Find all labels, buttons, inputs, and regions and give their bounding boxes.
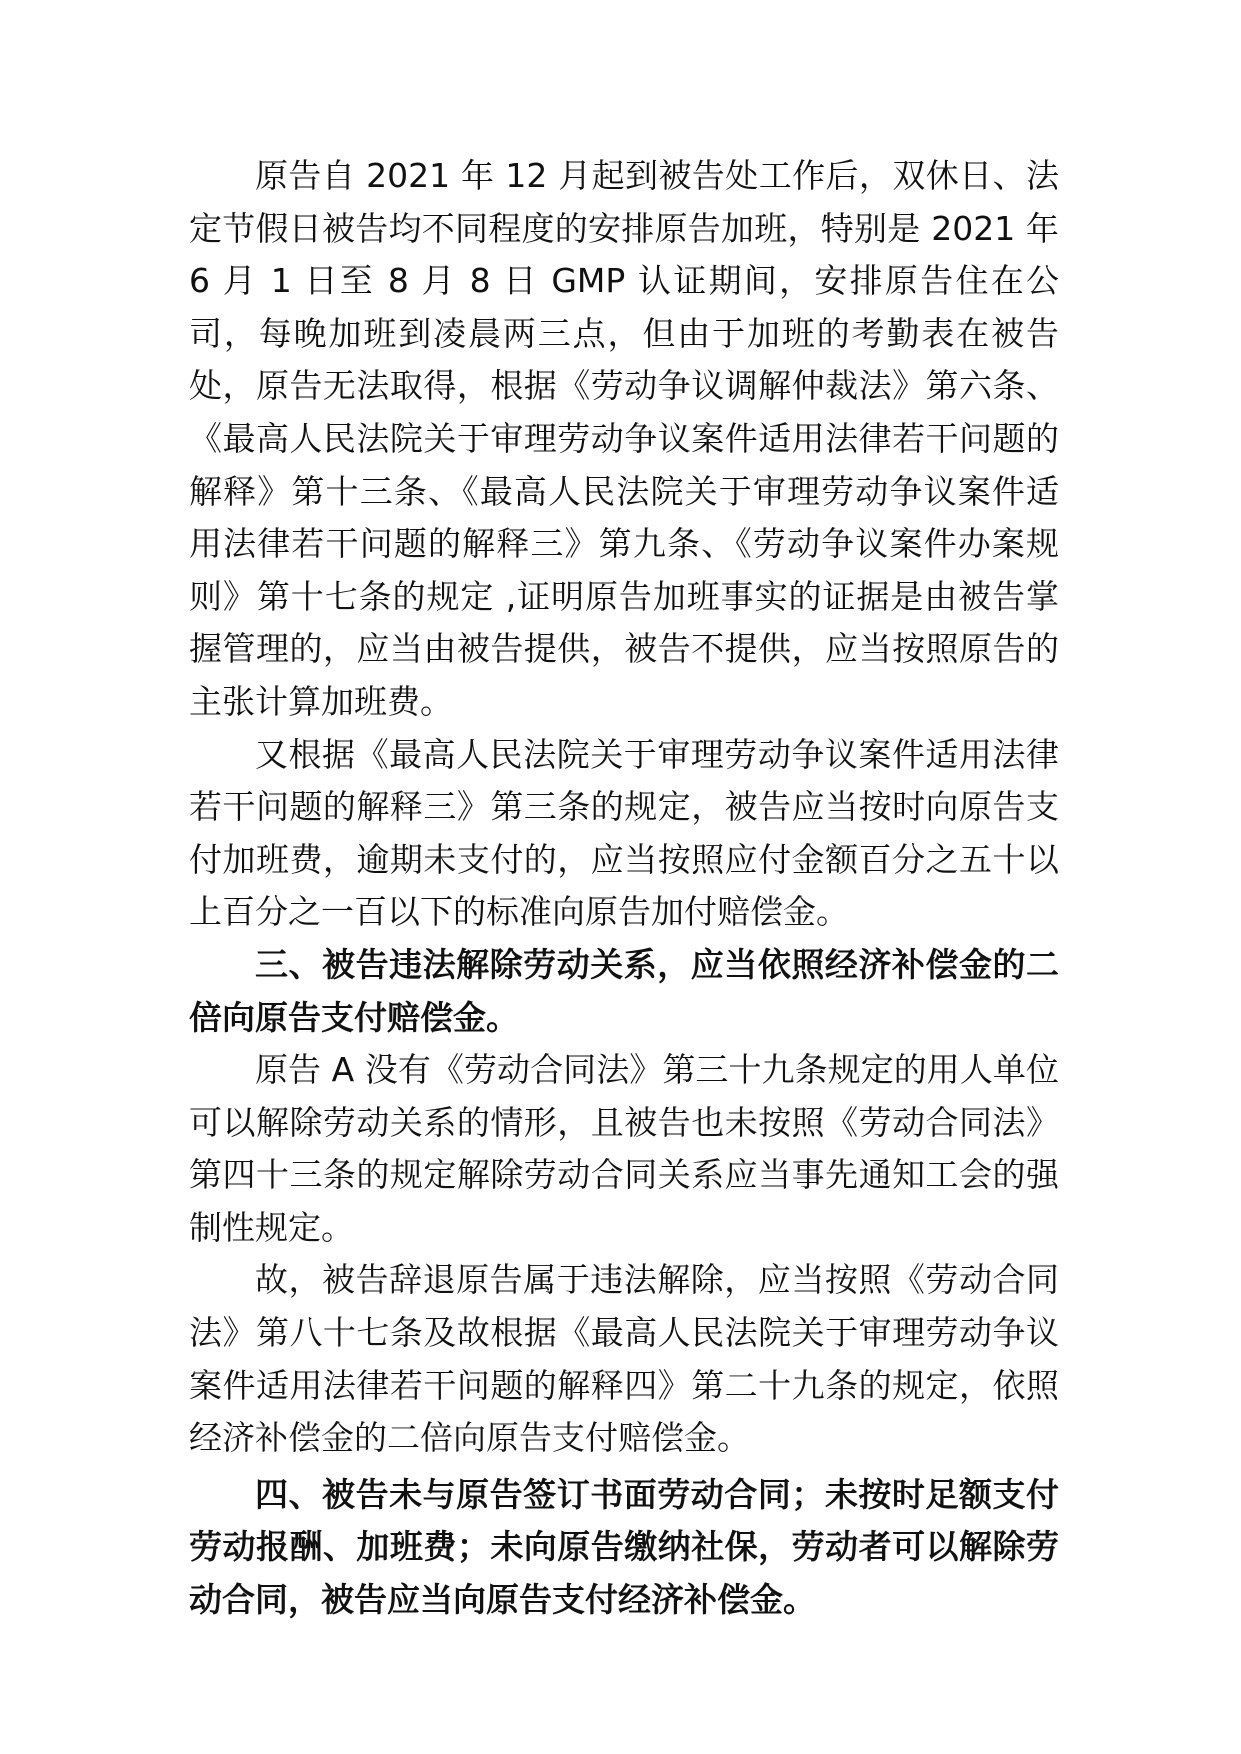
heading-section-four: 四、被告未与原告签订书面劳动合同；未按时足额支付劳动报酬、加班费；未向原告缴纳社保，劳动者可以解除劳动合同，被告应当向原告支付经济补偿金。 [189, 1474, 1059, 1620]
paragraph-overtime-evidence: 原告自 2021 年 12 月起到被告处工作后，双休日、法定节假日被告均不同程度的安排原告加班，特别是 2021 年 6 月 1 日至 8 月 8 日 GMP 认证期间，安排原告住在公司，每晚加班到凌晨两三点，但由于加班的考勤表在被告处，原告无法取得，根据《劳动争议调解仲裁法》第六条、《最高人民法院关于审理劳动争议案件适用法律若干问题的解释》第十三条、《最高人民法院关于审理劳动争议案件适用法律若干问题的解释三》第九条、《劳动争议案件办案规则》第十七条的规定 ,证明原告加班事实的证据是由被告掌握管理的，应当由被告提供，被告不提供，应当按照原告的主张计算加班费。 [189, 156, 1059, 721]
paragraph-overtime-compensation: 又根据《最高人民法院关于审理劳动争议案件适用法律若干问题的解释三》第三条的规定，被告应当按时向原告支付加班费，逾期未支付的，应当按照应付金额百分之五十以上百分之一百以下的标准向原告加付赔偿金。 [189, 734, 1059, 932]
heading-section-three: 三、被告违法解除劳动关系，应当依照经济补偿金的二倍向原告支付赔偿金。 [189, 944, 1059, 1037]
paragraph-no-legal-grounds: 原告 A 没有《劳动合同法》第三十九条规定的用人单位可以解除劳动关系的情形，且被告也未按照《劳动合同法》第四十三条的规定解除劳动合同关系应当事先通知工会的强制性规定。 [189, 1050, 1059, 1247]
document-body [189, 150, 1059, 1627]
paragraph-illegal-dismissal: 故，被告辞退原告属于违法解除，应当按照《劳动合同法》第八十七条及故根据《最高人民法院关于审理劳动争议案件适用法律若干问题的解释四》第二十九条的规定，依照经济补偿金的二倍向原告支付赔偿金。 [189, 1260, 1059, 1458]
